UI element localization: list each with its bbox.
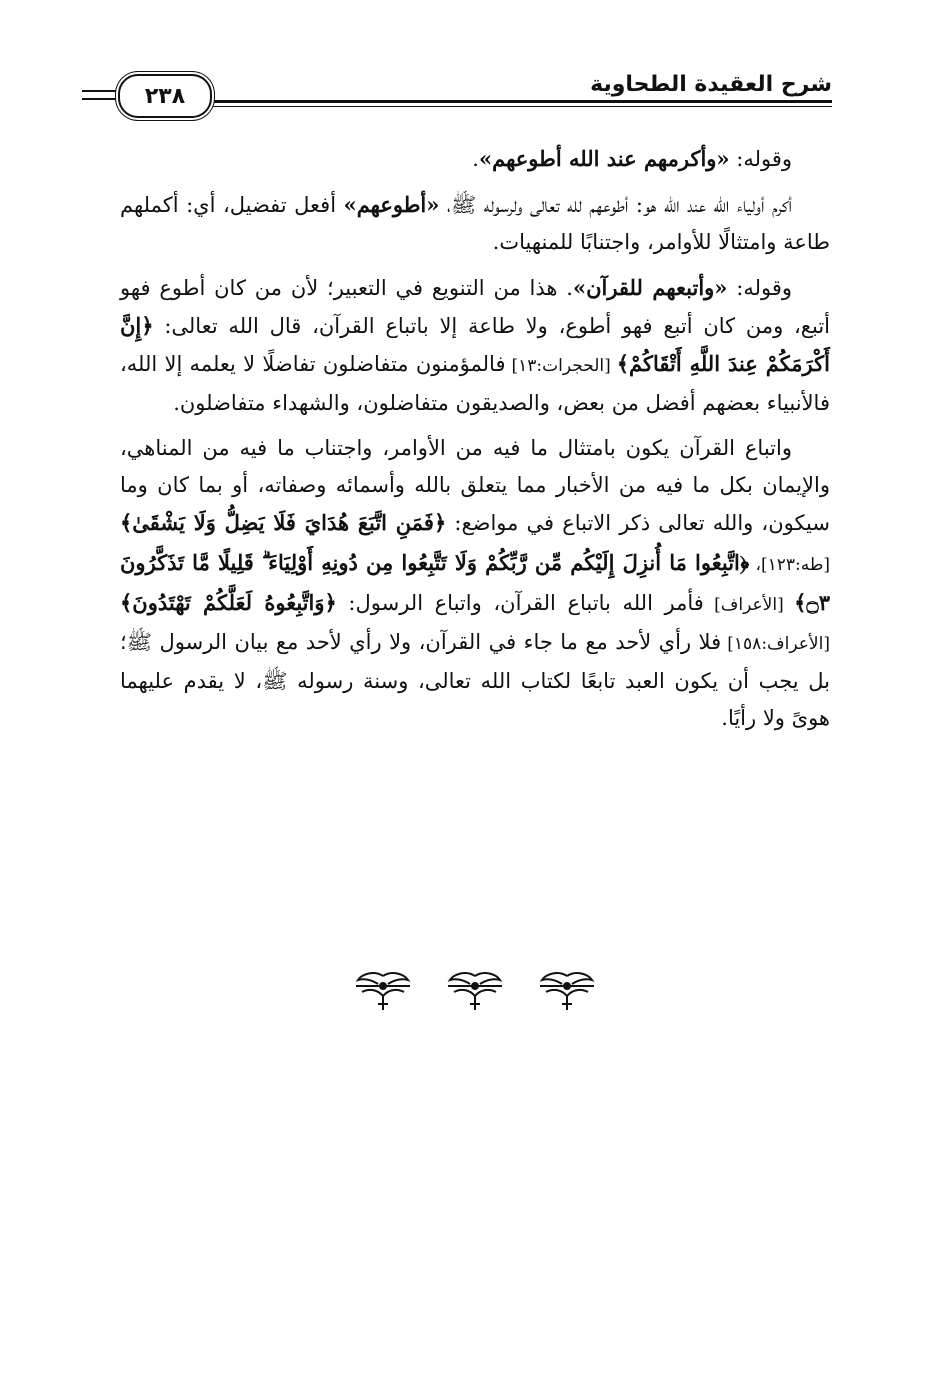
p1-quote: «وأكرمهم عند الله أطوعهم» [478,146,730,171]
p3-verse: ﴿إِنَّ أَكْرَمَكُمْ عِندَ اللَّهِ أَتْقَاكُمْ﴾ [120,313,830,376]
p4-verse3: ﴿وَاتَّبِعُوهُ لَعَلَّكُمْ تَهْتَدُونَ﴾ [120,590,337,615]
frame-rule-bottom [82,98,116,100]
fleuron-icon [536,968,598,1014]
page-body [120,140,830,745]
paragraph-3 [120,269,830,422]
header-rule-thin [196,106,832,107]
frame-rule-top [82,90,116,92]
page-number: ٢٣٨ [144,83,186,109]
p4-text1: واتباع القرآن يكون بامتثال ما فيه من الأوامر، واجتناب ما فيه من المناهي، والإيمان بكل ما فيه من الأخبار مما يتعلق بالله وأسمائه وصفاته، أو بما كان وما سيكون، والله تعالى ذكر الاتباع في مواضع: [120,436,830,535]
p4-verse1: ﴿فَمَنِ اتَّبَعَ هُدَايَ فَلَا يَضِلُّ وَلَا يَشْقَىٰ﴾ [120,510,447,535]
p3-text1: . هذا من التنويع في التعبير؛ لأن من كان أطوع فهو أتبع، ومن كان أتبع فهو أطوع، ولا طاعة إلا باتباع القرآن، قال الله تعالى: [120,276,830,338]
running-title: شرح العقيدة الطحاوية [582,72,832,97]
p3-ref: [الحجرات:١٣] [505,356,617,376]
page-number-frame [118,74,212,118]
p2-bold: «أطوعهم» [343,192,440,217]
page-header [118,66,832,126]
paragraph-4 [120,430,830,737]
p4-text3: فلا رأي لأحد مع ما جاء في القرآن، ولا رأي لأحد مع بيان الرسول ﷺ؛ بل يجب أن يكون العبد تابعًا لكتاب الله تعالى، وسنة رسوله ﷺ، لا يقدم عليهما هوىً ولا رأيًا. [120,630,830,730]
p4-ref1: [طه:١٢٣]، [749,555,830,575]
paragraph-1 [120,140,830,178]
p4-ref2: [الأعراف] [703,595,795,615]
p4-ref3: [الأعراف:١٥٨] [721,634,830,654]
p2-text2: أفعل تفضيل، أي: أكملهم طاعة وامتثالًا للأوامر، واجتنابًا للمنهيات. [120,193,830,254]
end-ornaments [0,968,950,1018]
p3-text2: فالمؤمنون متفاضلون تفاضلًا لا يعلمه إلا الله، فالأنبياء بعضهم أفضل من بعض، والصديقون متفاضلون، والشهداء متفاضلون. [120,352,830,415]
fleuron-icon [444,968,506,1014]
p4-verse2: ﴿اتَّبِعُوا مَا أُنزِلَ إِلَيْكُم مِّن رَّبِّكُمْ وَلَا تَتَّبِعُوا مِن دُونِهِ أَوْلِيَاءَ ۗ قَلِيلًا مَّا تَذَكَّرُونَ ۝٣﴾ [120,550,830,615]
p2-text1: أكرم أولياء الله عند الله هو: أطوعهم لله تعالى ولرسوله ﷺ، [439,193,792,217]
header-rule-thick [196,100,832,103]
p1-end: . [472,147,479,171]
p1-lead: وقوله: [729,147,792,171]
p4-text2: فأمر الله باتباع القرآن، واتباع الرسول: [336,591,704,615]
paragraph-2 [120,186,830,261]
p3-lead: وقوله: [727,276,793,300]
p3-quote: «وأتبعهم للقرآن» [572,275,728,300]
fleuron-icon [352,968,414,1014]
